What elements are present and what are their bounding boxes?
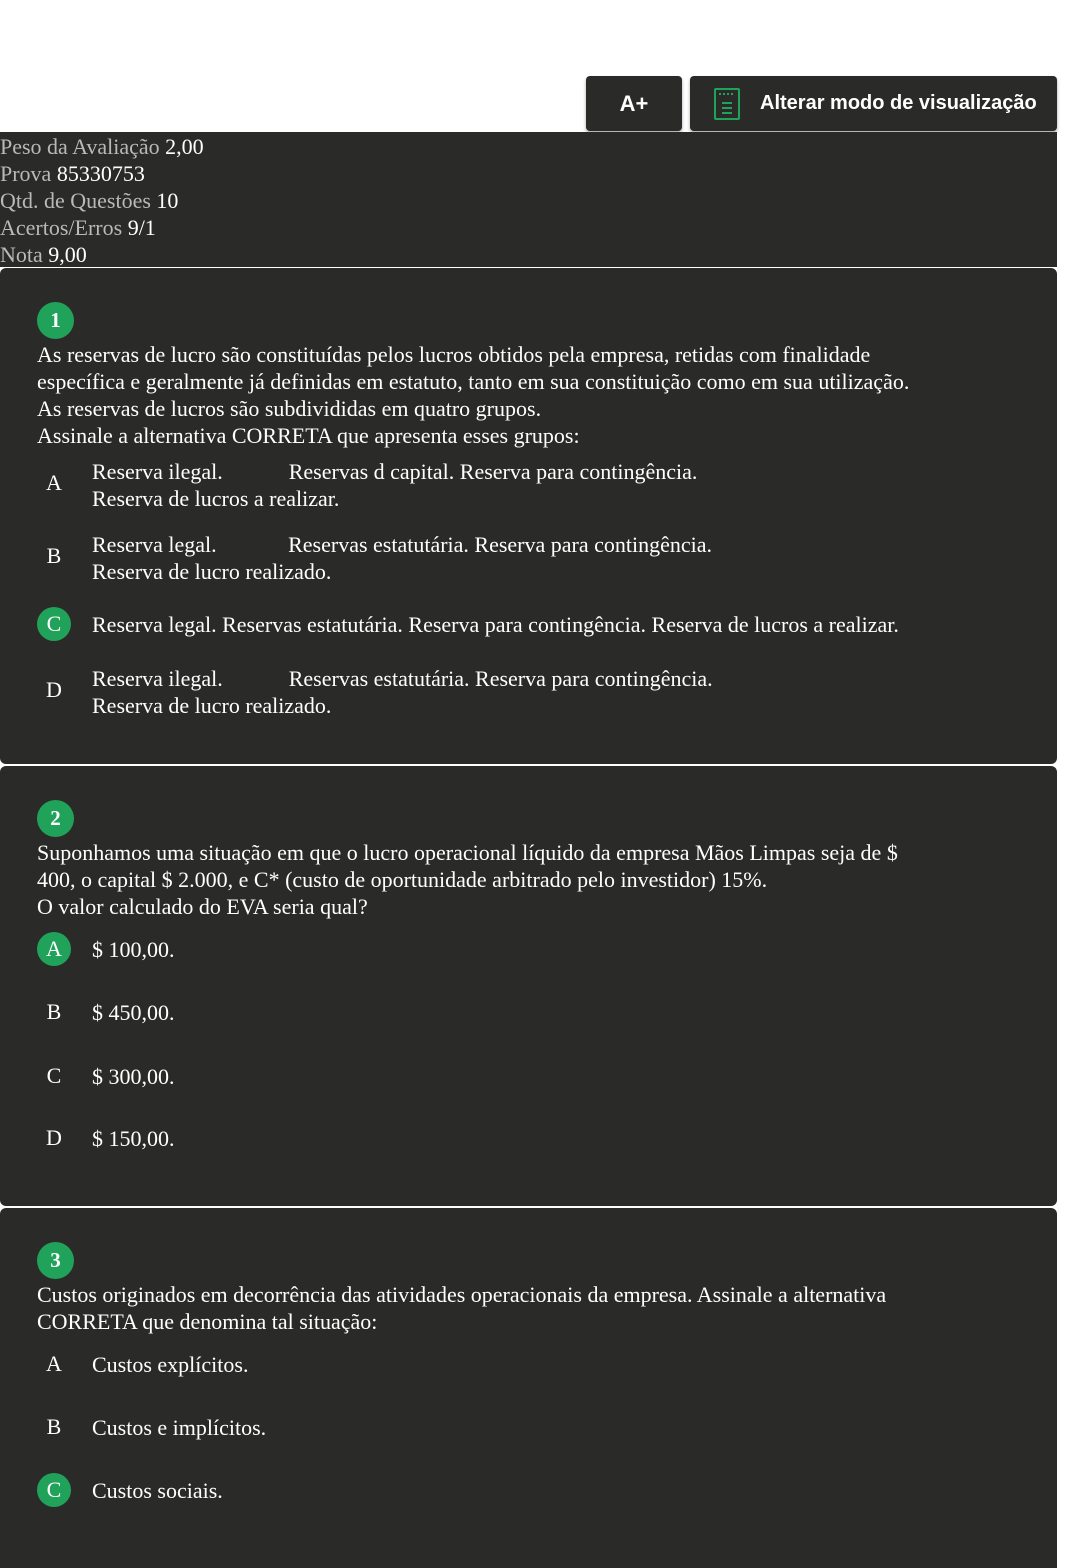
correct-option-letter: C xyxy=(37,607,71,641)
increase-font-button[interactable] xyxy=(586,76,682,131)
option-letter: A xyxy=(46,470,62,495)
option-text: $ 450,00. xyxy=(92,1000,175,1025)
summary-question-count xyxy=(0,187,1057,214)
option-letter: B xyxy=(46,999,62,1024)
score-value: 9/1 xyxy=(127,215,156,240)
question-count-value: 10 xyxy=(156,188,179,213)
option-text: Reserva legal. Reservas estatutária. Reserva para contingência. Reserva de lucros a realizar. xyxy=(92,612,899,637)
option-letter: B xyxy=(46,543,62,568)
question-card-1 xyxy=(0,268,1057,764)
question-text: Custos originados em decorrência das atividades operacionais da empresa. Assinale a alternativa CORRETA que denomina tal situação: xyxy=(37,1282,887,1334)
option-text: Reserva ilegal. Reservas estatutária. Reserva para contingência. Reserva de lucro realizado. xyxy=(92,666,713,718)
exam-value: 85330753 xyxy=(56,161,145,186)
option-text: Custos sociais. xyxy=(92,1478,223,1503)
question-text: As reservas de lucro são constituídas pelos lucros obtidos pela empresa, retidas com finalidade específica e geralmente já definidas em estatuto, tanto em sua constituição como em sua utilização. As reservas de lucros são subdivididas em quatro grupos. Assinale a alternativa CORRETA que apresenta esses grupos: xyxy=(37,342,910,448)
summary-exam xyxy=(0,160,1057,187)
exam-label: Prova xyxy=(0,161,52,186)
option-text: Reserva ilegal. Reservas d capital. Reserva para contingência. Reserva de lucros a realizar. xyxy=(92,459,698,511)
option-letter: C xyxy=(46,1063,62,1088)
question-card-2 xyxy=(0,766,1057,1206)
weight-value: 2,00 xyxy=(165,134,204,159)
summary-score xyxy=(0,214,1057,241)
question-number-badge: 1 xyxy=(37,302,74,339)
grade-label: Nota xyxy=(0,242,43,267)
question-text: Suponhamos uma situação em que o lucro operacional líquido da empresa Mãos Limpas seja de $ 400, o capital $ 2.000, e C* (custo de oportunidade arbitrado pelo investidor) 15%. O valor calculado do EVA seria qual? xyxy=(37,840,898,919)
summary-grade xyxy=(0,241,1057,268)
question-count-label: Qtd. de Questões xyxy=(0,188,151,213)
grade-value: 9,00 xyxy=(48,242,87,267)
option-letter: D xyxy=(46,677,62,702)
option-letter: B xyxy=(46,1414,62,1439)
option-letter: D xyxy=(46,1125,62,1150)
change-view-mode-button[interactable] xyxy=(690,76,1057,131)
option-text: $ 100,00. xyxy=(92,937,175,962)
option-text: $ 150,00. xyxy=(92,1126,175,1151)
correct-option-letter: C xyxy=(37,1473,71,1507)
score-label: Acertos/Erros xyxy=(0,215,123,240)
question-number-badge: 3 xyxy=(37,1242,74,1279)
option-text: Custos explícitos. xyxy=(92,1352,249,1377)
question-card-3 xyxy=(0,1208,1057,1568)
exam-summary xyxy=(0,132,1057,267)
correct-option-letter: A xyxy=(37,932,71,966)
option-text: Reserva legal. Reservas estatutária. Reserva para contingência. Reserva de lucro realizado. xyxy=(92,532,713,584)
question-number-badge: 2 xyxy=(37,800,74,837)
option-text: $ 300,00. xyxy=(92,1064,175,1089)
document-view-icon xyxy=(714,88,740,120)
option-letter: A xyxy=(46,1351,62,1376)
weight-label: Peso da Avaliação xyxy=(0,134,160,159)
increase-font-label: A+ xyxy=(619,90,649,116)
summary-weight xyxy=(0,133,1057,160)
top-toolbar xyxy=(0,0,1069,132)
change-view-mode-label: Alterar modo de visualização xyxy=(760,92,1037,114)
option-text: Custos e implícitos. xyxy=(92,1415,267,1440)
